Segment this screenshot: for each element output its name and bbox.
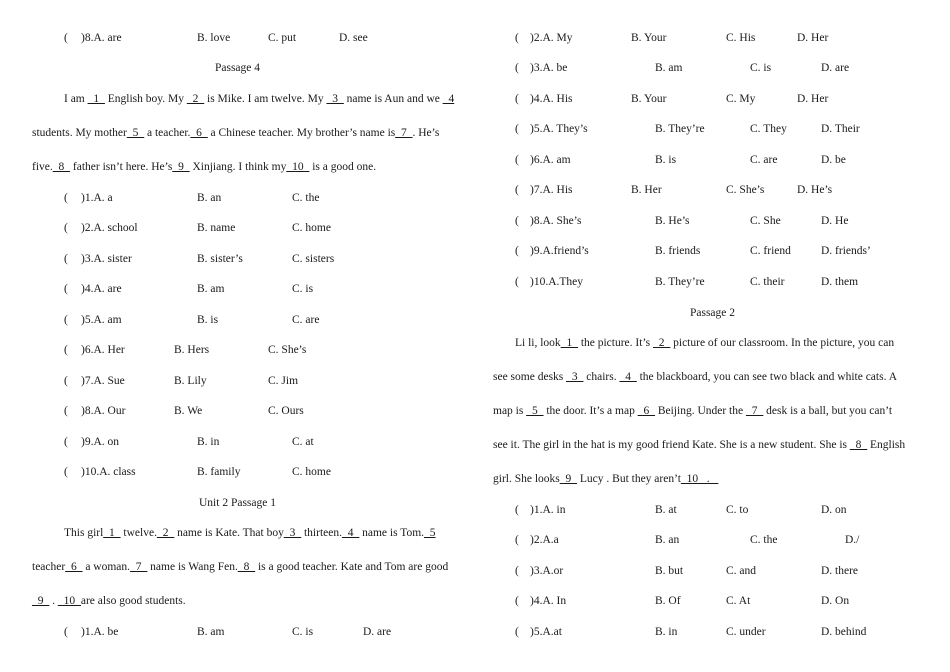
option-b: B. Your [631, 32, 667, 44]
question-number: )8.A. are [81, 32, 122, 44]
option-d: D./ [845, 534, 860, 546]
question-number: )10.A. class [81, 466, 136, 478]
answer-paren: ( [515, 184, 519, 196]
option-b: B. am [197, 283, 225, 295]
question-number: )2.A.a [530, 534, 559, 546]
option-c: C. to [726, 504, 749, 516]
question-number: )3.A. be [530, 62, 568, 74]
answer-paren: ( [64, 314, 68, 326]
answer-paren: ( [64, 626, 68, 638]
question-number: )3.A.or [530, 565, 564, 577]
option-b: B. name [197, 222, 236, 234]
passage-line: students. My mother_5_ a teacher._6_ a Chinese teacher. My brother’s name is_7_. He’s [32, 127, 440, 139]
option-b: B. but [655, 565, 684, 577]
passage-title: Passage 2 [689, 307, 736, 319]
option-c: C. She’s [726, 184, 765, 196]
answer-paren: ( [64, 466, 68, 478]
option-c: C. and [726, 565, 757, 577]
option-b: B. family [197, 466, 241, 478]
option-d: D. them [821, 276, 859, 288]
option-b: B. Lily [174, 375, 207, 387]
passage-line: I am _1_ English boy. My _2_ is Mike. I am twelve. My _3_ name is Aun and we _4 [64, 93, 455, 105]
option-d: D. Their [821, 123, 860, 135]
option-d: D. Her [797, 93, 829, 105]
option-c: C. the [750, 534, 778, 546]
option-c: C. home [292, 466, 331, 478]
passage-line: girl. She looks_9_ Lucy . But they aren’t_10_ . _ [493, 473, 719, 485]
option-d: D. are [821, 62, 850, 74]
question-number: )3.A. sister [81, 253, 132, 265]
option-c: C. She [750, 215, 781, 227]
answer-paren: ( [515, 626, 519, 638]
answer-paren: ( [515, 276, 519, 288]
option-b: B. in [197, 436, 220, 448]
passage-line: Li li, look_1_ the picture. It’s _2_ picture of our classroom. In the picture, you can [515, 337, 895, 349]
option-b: B. They’re [655, 276, 705, 288]
option-b: B. Hers [174, 344, 210, 356]
option-d: D. He [821, 215, 849, 227]
answer-paren: ( [515, 215, 519, 227]
option-c: C. home [292, 222, 331, 234]
option-c: C. His [726, 32, 756, 44]
question-number: )7.A. His [530, 184, 573, 196]
passage-line: _9_ . _10_are also good students. [32, 595, 186, 607]
answer-paren: ( [64, 283, 68, 295]
question-number: )9.A.friend’s [530, 245, 589, 257]
question-number: )8.A. Our [81, 405, 126, 417]
question-number: )2.A. My [530, 32, 573, 44]
question-number: )7.A. Sue [81, 375, 125, 387]
answer-paren: ( [64, 32, 68, 44]
option-c: C. at [292, 436, 314, 448]
option-c: C. sisters [292, 253, 335, 265]
option-b: B. in [655, 626, 678, 638]
option-b: B. He’s [655, 215, 690, 227]
option-d: D. On [821, 595, 850, 607]
question-number: )1.A. be [81, 626, 119, 638]
option-b: B. Of [655, 595, 681, 607]
option-c: C. is [750, 62, 772, 74]
option-b: B. love [197, 32, 231, 44]
answer-paren: ( [64, 253, 68, 265]
passage-line: see it. The girl in the hat is my good friend Kate. She is a new student. She is _8_ English [493, 439, 906, 451]
passage-line: see some desks _3_ chairs. _4_ the blackboard, you can see two black and white cats. A [493, 371, 897, 383]
option-c: C. are [292, 314, 320, 326]
option-b: B. friends [655, 245, 701, 257]
answer-paren: ( [64, 405, 68, 417]
option-c: C. is [292, 626, 314, 638]
option-b: B. an [655, 534, 680, 546]
passage-line: map is _5_ the door. It’s a map _6_ Beijing. Under the _7_ desk is a ball, but you can’t [493, 405, 893, 417]
answer-paren: ( [515, 123, 519, 135]
option-d: D. He’s [797, 184, 833, 196]
option-b: B. sister’s [197, 253, 243, 265]
option-d: D. Her [797, 32, 829, 44]
answer-paren: ( [515, 534, 519, 546]
question-number: )6.A. am [530, 154, 571, 166]
question-number: )5.A.at [530, 626, 562, 638]
option-c: C. under [726, 626, 766, 638]
question-number: )2.A. school [81, 222, 138, 234]
answer-paren: ( [515, 245, 519, 257]
passage-title: Passage 4 [214, 62, 261, 74]
passage-line: This girl_1_ twelve._2_ name is Kate. That boy_3_ thirteen._4_ name is Tom._5 [64, 527, 436, 539]
answer-paren: ( [515, 565, 519, 577]
answer-paren: ( [64, 436, 68, 448]
option-c: C. She’s [268, 344, 307, 356]
question-number: )1.A. in [530, 504, 566, 516]
answer-paren: ( [515, 154, 519, 166]
question-number: )1.A. a [81, 192, 113, 204]
option-b: B. Her [631, 184, 662, 196]
question-number: )4.A. His [530, 93, 573, 105]
option-b: B. We [174, 405, 203, 417]
answer-paren: ( [515, 595, 519, 607]
option-b: B. am [197, 626, 225, 638]
option-d: D. are [363, 626, 392, 638]
answer-paren: ( [515, 62, 519, 74]
passage-line: five._8_ father isn’t here. He’s_9_ Xinjiang. I think my_10_ is a good one. [32, 161, 377, 173]
option-d: D. on [821, 504, 847, 516]
option-b: B. at [655, 504, 677, 516]
option-d: D. friends’ [821, 245, 871, 257]
answer-paren: ( [515, 93, 519, 105]
answer-paren: ( [515, 504, 519, 516]
answer-paren: ( [64, 375, 68, 387]
option-b: B. Your [631, 93, 667, 105]
answer-paren: ( [64, 344, 68, 356]
passage-line: teacher_6_ a woman._7_ name is Wang Fen._8_ is a good teacher. Kate and Tom are good [32, 561, 449, 573]
option-d: D. behind [821, 626, 867, 638]
option-c: C. Ours [268, 405, 304, 417]
option-c: C. friend [750, 245, 791, 257]
option-b: B. They’re [655, 123, 705, 135]
option-c: C. put [268, 32, 297, 44]
passage-title: Unit 2 Passage 1 [199, 497, 276, 509]
option-c: C. is [292, 283, 314, 295]
option-b: B. is [197, 314, 219, 326]
question-number: )4.A. In [530, 595, 567, 607]
question-number: )6.A. Her [81, 344, 125, 356]
option-c: C. They [750, 123, 787, 135]
option-c: C. are [750, 154, 778, 166]
option-d: D. see [339, 32, 368, 44]
option-c: C. My [726, 93, 756, 105]
question-number: )10.A.They [530, 276, 584, 288]
option-c: C. Jim [268, 375, 299, 387]
question-number: )4.A. are [81, 283, 122, 295]
answer-paren: ( [64, 222, 68, 234]
question-number: )5.A. am [81, 314, 122, 326]
option-d: D. there [821, 565, 859, 577]
option-b: B. an [197, 192, 222, 204]
option-b: B. am [655, 62, 683, 74]
option-b: B. is [655, 154, 677, 166]
option-c: C. the [292, 192, 320, 204]
question-number: )5.A. They’s [530, 123, 588, 135]
option-d: D. be [821, 154, 846, 166]
option-c: C. their [750, 276, 785, 288]
option-c: C. At [726, 595, 751, 607]
answer-paren: ( [64, 192, 68, 204]
question-number: )9.A. on [81, 436, 120, 448]
question-number: )8.A. She’s [530, 215, 582, 227]
answer-paren: ( [515, 32, 519, 44]
